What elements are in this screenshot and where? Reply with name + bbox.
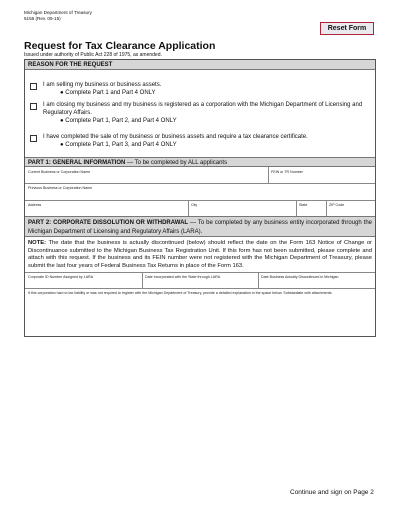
divider (25, 272, 375, 273)
corp-id-label: Corporate ID Number Assigned by LARA (28, 275, 94, 279)
authority-text: Issued under authority of Public Act 228 of 1975, as amended. (24, 52, 162, 58)
reason-bullet-completed: ● Complete Part 1, Part 3, and Part 4 ONLY (60, 142, 177, 148)
divider (326, 200, 327, 216)
agency-name: Michigan Department of Treasury (24, 10, 92, 15)
reason-option-closing: I am closing my business and my business is registered as a corporation with the Michigan Department of Licensing and Regulatory Affairs. (43, 102, 363, 116)
date-discontinued-field[interactable] (261, 279, 373, 288)
current-name-label: Current Business or Corporation Name (28, 170, 91, 174)
fein-field[interactable] (271, 174, 371, 183)
fein-label: FEIN or TR Number (271, 170, 303, 174)
zip-field[interactable] (329, 207, 373, 216)
city-label: City (191, 203, 198, 207)
date-incorporated-field[interactable] (145, 279, 256, 288)
date-discontinued-label: Date Business Actually Discontinued in Michigan (261, 275, 339, 279)
previous-name-label: Previous Business or Corporation Name (28, 186, 93, 190)
divider (268, 167, 269, 183)
state-field[interactable] (299, 207, 324, 216)
date-incorporated-label: Date Incorporated with the State through LARA (145, 275, 221, 279)
divider (296, 200, 297, 216)
reason-checkbox-selling[interactable] (30, 83, 37, 90)
part2-note: NOTE: The date that the business is actually discontinued (below) should reflect the date on the Form 163 Notice of Change or Discontinuance submitted to the Michigan Business Tax Registration Unit. If this form has not been submitted, please complete and attach with this request. If the business and its FEIN number were not registered with the Michigan Department of Treasury, please submit the last four years of Federal Business Tax Returns in place of the Form 163. (28, 240, 372, 269)
divider (25, 200, 375, 201)
reason-bullet-closing: ● Complete Part 1, Part 2, and Part 4 ONLY (60, 118, 177, 124)
explanation-field[interactable] (27, 301, 373, 335)
page-title: Request for Tax Clearance Application (24, 40, 216, 52)
reason-bullet-selling: ● Complete Part 1 and Part 4 ONLY (60, 90, 156, 96)
corp-id-field[interactable] (28, 279, 140, 288)
divider (142, 272, 143, 288)
state-label: State (299, 203, 308, 207)
address-label: Address (28, 203, 42, 207)
divider (188, 200, 189, 216)
part1-heading: PART 1: GENERAL INFORMATION — To be completed by ALL applicants (25, 157, 375, 167)
reason-checkbox-completed[interactable] (30, 135, 37, 142)
current-name-field[interactable] (28, 174, 266, 183)
part2-heading: PART 2: CORPORATE DISSOLUTION OR WITHDRAWAL — To be completed by any business entity incorporated through the Michigan Department of Licensing and Regulatory Affairs (LARA). (25, 216, 375, 237)
agency-block (24, 10, 92, 21)
reset-form-button[interactable]: Reset Form (320, 22, 374, 35)
reason-heading: REASON FOR THE REQUEST (25, 60, 375, 70)
reason-checkbox-closing[interactable] (30, 103, 37, 110)
divider (25, 183, 375, 184)
divider (25, 288, 375, 289)
explanation-label: If this corporation had no tax liability or was not required to register with the Michigan Department of Treasury, provide a detailed explanation in the space below. Substantiate with attachments. (28, 291, 333, 295)
previous-name-field[interactable] (28, 190, 372, 199)
reason-option-completed: I have completed the sale of my business or business assets and require a tax clearance certificate. (43, 134, 308, 140)
reason-option-selling: I am selling my business or business assets. (43, 82, 162, 88)
city-field[interactable] (191, 207, 294, 216)
application-form (24, 59, 376, 337)
zip-label: ZIP Code (329, 203, 345, 207)
continue-note: Continue and sign on Page 2 (290, 489, 374, 496)
address-field[interactable] (28, 207, 186, 216)
divider (258, 272, 259, 288)
form-number: 5156 (Rev. 05-15) (24, 15, 61, 21)
